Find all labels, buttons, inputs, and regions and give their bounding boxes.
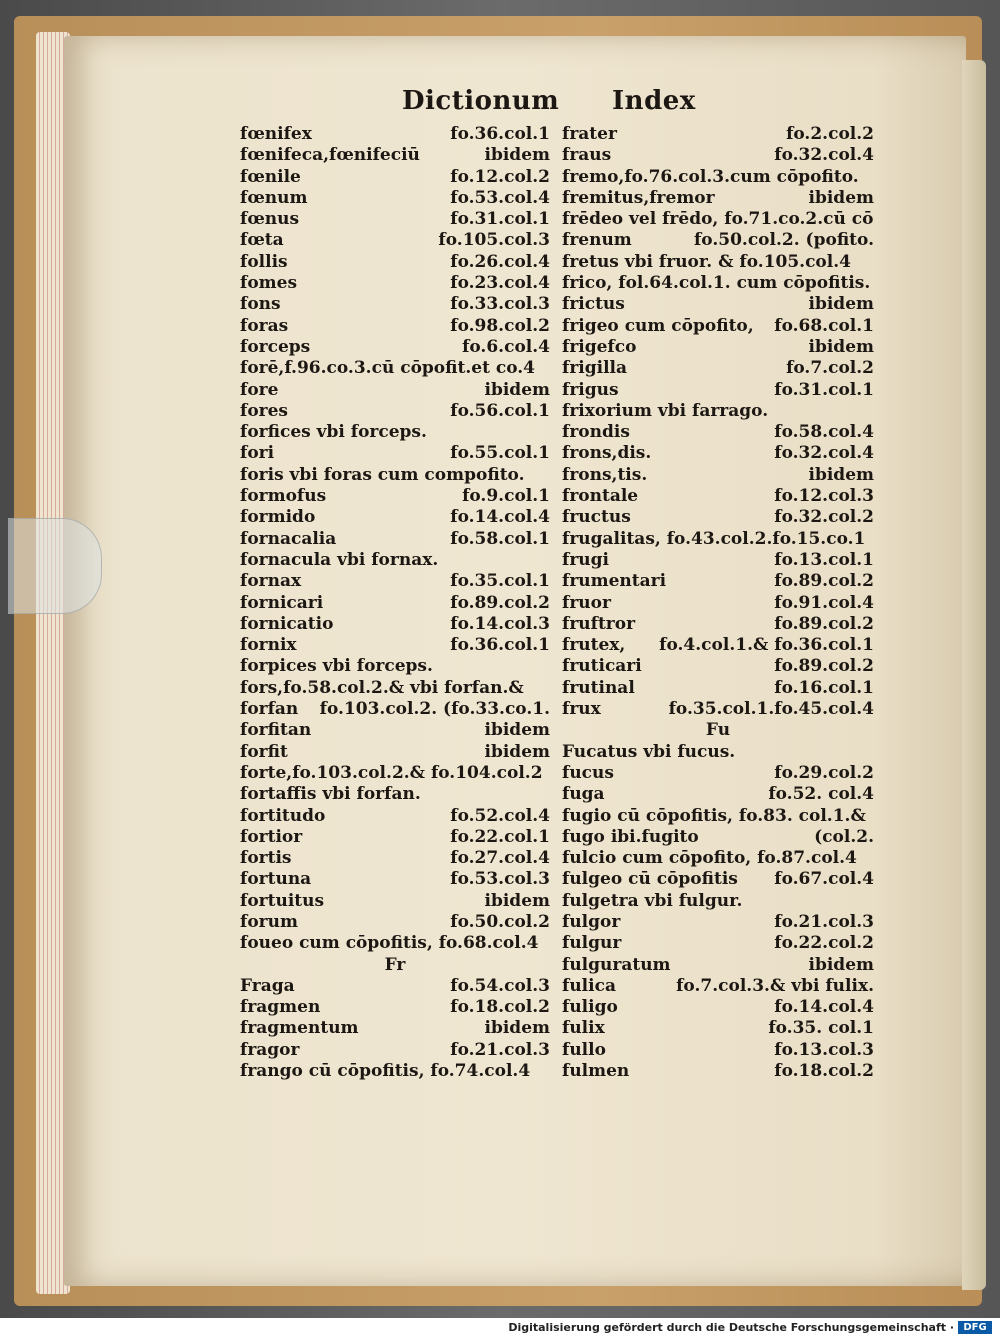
index-term: fruor bbox=[562, 592, 611, 613]
index-reference: fo.89.col.2 bbox=[450, 592, 550, 613]
index-reference: ibidem bbox=[484, 741, 550, 762]
index-entry bbox=[562, 742, 874, 763]
index-reference: fo.53.col.4 bbox=[450, 187, 550, 208]
index-term: frons,tis. bbox=[562, 464, 648, 485]
index-entry bbox=[240, 273, 550, 294]
index-term: fortuna bbox=[240, 869, 312, 890]
index-entry bbox=[240, 997, 550, 1018]
index-term: frico, fol.64.col.1. cum cōpofitis. bbox=[562, 273, 871, 294]
index-entry bbox=[562, 678, 874, 699]
index-term: fucus bbox=[562, 762, 614, 783]
index-entry bbox=[240, 1040, 550, 1061]
footer-bar bbox=[0, 1318, 1000, 1338]
index-reference: fo.14.col.4 bbox=[774, 997, 874, 1018]
index-reference: ibidem bbox=[484, 145, 550, 166]
index-entry bbox=[240, 933, 550, 954]
index-entry bbox=[562, 443, 874, 464]
index-entry bbox=[240, 827, 550, 848]
index-entry bbox=[562, 465, 874, 486]
index-term: forfit bbox=[240, 741, 288, 762]
index-reference: fo.55.col.1 bbox=[450, 443, 550, 464]
index-entry bbox=[562, 1040, 874, 1061]
index-reference: fo.12.col.3 bbox=[774, 486, 874, 507]
index-entry bbox=[240, 571, 550, 592]
index-reference: ibidem bbox=[808, 294, 874, 315]
index-entry bbox=[240, 678, 550, 699]
index-entry bbox=[240, 912, 550, 933]
index-term: forē,f.96.co.3.cū cōpofit.et co.4 bbox=[240, 358, 536, 379]
index-entry bbox=[562, 273, 874, 294]
index-entry bbox=[562, 869, 874, 890]
index-reference: fo.6.col.4 bbox=[462, 336, 550, 357]
index-entry bbox=[240, 720, 550, 741]
index-term: forte,fo.103.col.2.& fo.104.col.2 bbox=[240, 762, 543, 783]
index-entry bbox=[562, 1061, 874, 1082]
index-reference: fo.22.col.1 bbox=[450, 826, 550, 847]
index-reference: fo.14.col.3 bbox=[450, 613, 550, 634]
index-entry bbox=[240, 848, 550, 869]
index-term: frixorium vbi farrago. bbox=[562, 400, 769, 421]
index-term: forfitan bbox=[240, 720, 312, 741]
index-entry bbox=[240, 124, 550, 145]
index-term: foueo cum cōpofitis, fo.68.col.4 bbox=[240, 933, 539, 954]
index-term: fore bbox=[240, 379, 279, 400]
index-entry bbox=[240, 252, 550, 273]
index-reference: fo.21.col.3 bbox=[774, 911, 874, 932]
index-reference: ibidem bbox=[484, 890, 550, 911]
index-entry bbox=[240, 294, 550, 315]
index-entry bbox=[240, 443, 550, 464]
index-entry bbox=[240, 337, 550, 358]
index-term: fragmentum bbox=[240, 1018, 359, 1039]
index-reference: fo.26.col.4 bbox=[450, 251, 550, 272]
index-term: frigilla bbox=[562, 358, 628, 379]
index-term: fulgetra vbi fulgur. bbox=[562, 890, 743, 911]
index-reference: ibidem bbox=[484, 379, 550, 400]
index-term: frigefco bbox=[562, 336, 637, 357]
footer-credit: Digitalisierung gefördert durch die Deutsche Forschungsgemeinschaft · bbox=[508, 1321, 954, 1334]
index-reference: ibidem bbox=[808, 336, 874, 357]
index-term: frondis bbox=[562, 422, 630, 443]
index-term: fortis bbox=[240, 848, 292, 869]
index-entry bbox=[240, 507, 550, 528]
index-term: fons bbox=[240, 294, 281, 315]
index-entry bbox=[562, 401, 874, 422]
index-entry bbox=[240, 869, 550, 890]
index-entry bbox=[562, 188, 874, 209]
index-term: fomes bbox=[240, 273, 298, 294]
index-entry bbox=[562, 380, 874, 401]
index-entry bbox=[240, 1061, 550, 1082]
index-reference: fo.32.col.4 bbox=[774, 443, 874, 464]
index-entry bbox=[562, 976, 874, 997]
index-term: frumentari bbox=[562, 571, 667, 592]
index-reference: fo.35.col.1 bbox=[450, 571, 550, 592]
header-left-title: Dictionum bbox=[402, 86, 560, 116]
index-term: fulguratum bbox=[562, 954, 671, 975]
index-entry bbox=[562, 507, 874, 528]
index-term: fugio cū cōpofitis, fo.83. col.1.& bbox=[562, 805, 866, 826]
index-reference: ibidem bbox=[484, 1018, 550, 1039]
index-term: fructus bbox=[562, 507, 631, 528]
index-term: fornicatio bbox=[240, 613, 334, 634]
index-term: fors,fo.58.col.2.& vbi forfan.& bbox=[240, 677, 524, 698]
index-term: fulica bbox=[562, 975, 616, 996]
index-term: frēdeo vel frēdo, fo.71.co.2.cū cō bbox=[562, 209, 874, 230]
index-reference: fo.4.col.1.& fo.36.col.1 bbox=[659, 635, 874, 656]
index-term: Fraga bbox=[240, 975, 295, 996]
index-term: forpices vbi forceps. bbox=[240, 656, 433, 677]
index-reference: (col.2. bbox=[814, 826, 874, 847]
index-term: fraus bbox=[562, 145, 612, 166]
index-reference: fo.22.col.2 bbox=[774, 933, 874, 954]
index-term: frigeo cum cōpofito, bbox=[562, 315, 754, 336]
index-term: fuligo bbox=[562, 997, 618, 1018]
header-right-title: Index bbox=[612, 86, 696, 116]
section-letter-heading bbox=[240, 955, 550, 976]
index-term: fragmen bbox=[240, 997, 321, 1018]
index-entry bbox=[240, 401, 550, 422]
index-entry bbox=[240, 358, 550, 379]
index-reference: fo.89.col.2 bbox=[774, 613, 874, 634]
index-reference: fo.31.col.1 bbox=[774, 379, 874, 400]
index-term: fullo bbox=[562, 1039, 606, 1060]
index-reference: fo.35.col.1.fo.45.col.4 bbox=[668, 699, 874, 720]
index-term: frictus bbox=[562, 294, 625, 315]
index-entry bbox=[240, 1018, 550, 1039]
index-entry bbox=[240, 593, 550, 614]
index-reference: fo.89.col.2 bbox=[774, 571, 874, 592]
index-reference: fo.53.col.3 bbox=[450, 869, 550, 890]
index-entry bbox=[240, 699, 550, 720]
index-term: frontale bbox=[562, 486, 639, 507]
index-term: fremitus,fremor bbox=[562, 187, 715, 208]
index-entry bbox=[240, 316, 550, 337]
index-term: fori bbox=[240, 443, 275, 464]
index-term: fulmen bbox=[562, 1061, 630, 1082]
index-reference: fo.18.col.2 bbox=[450, 997, 550, 1018]
index-entry bbox=[240, 784, 550, 805]
index-term: frutex, bbox=[562, 635, 626, 656]
index-reference: fo.12.col.2 bbox=[450, 166, 550, 187]
index-entry bbox=[562, 848, 874, 869]
index-reference: fo.105.col.3 bbox=[438, 230, 550, 251]
index-reference: fo.13.col.3 bbox=[774, 1039, 874, 1060]
index-term: formofus bbox=[240, 486, 327, 507]
index-reference: fo.56.col.1 bbox=[450, 400, 550, 421]
index-entry bbox=[562, 1018, 874, 1039]
index-entry bbox=[240, 635, 550, 656]
index-term: frater bbox=[562, 124, 617, 144]
index-entry bbox=[240, 763, 550, 784]
index-entry bbox=[562, 550, 874, 571]
index-entry bbox=[562, 763, 874, 784]
index-reference: fo.23.col.4 bbox=[450, 273, 550, 294]
index-entry bbox=[562, 124, 874, 145]
index-term: fœnifex bbox=[240, 124, 312, 144]
index-term: forfices vbi forceps. bbox=[240, 422, 427, 443]
index-reference: fo.33.col.3 bbox=[450, 294, 550, 315]
index-entry bbox=[562, 529, 874, 550]
index-reference: fo.36.col.1 bbox=[450, 124, 550, 144]
index-entry bbox=[240, 976, 550, 997]
index-entry bbox=[562, 827, 874, 848]
index-entry bbox=[562, 784, 874, 805]
index-entry bbox=[562, 614, 874, 635]
index-term: fœnus bbox=[240, 209, 300, 230]
index-entry bbox=[240, 188, 550, 209]
index-reference: fo.50.col.2 bbox=[450, 911, 550, 932]
index-term: fretus vbi fruor. & fo.105.col.4 bbox=[562, 251, 851, 272]
index-reference: fo.91.col.4 bbox=[774, 592, 874, 613]
index-term: frux bbox=[562, 699, 601, 720]
index-term: forum bbox=[240, 911, 298, 932]
index-entry bbox=[562, 593, 874, 614]
index-term: foris vbi foras cum compofito. bbox=[240, 464, 525, 485]
index-term: fortior bbox=[240, 826, 303, 847]
index-entry bbox=[562, 912, 874, 933]
index-reference: fo.54.col.3 bbox=[450, 975, 550, 996]
index-reference: fo.16.col.1 bbox=[774, 677, 874, 698]
index-entry bbox=[562, 571, 874, 592]
index-reference: fo.89.col.2 bbox=[774, 656, 874, 677]
index-entry bbox=[562, 486, 874, 507]
index-entry bbox=[562, 294, 874, 315]
index-entry bbox=[562, 316, 874, 337]
index-term: fruftror bbox=[562, 613, 636, 634]
index-entry bbox=[240, 380, 550, 401]
index-term: frango cū cōpofitis, fo.74.col.4 bbox=[240, 1061, 531, 1082]
index-reference: fo.52. col.4 bbox=[768, 784, 874, 805]
index-entry bbox=[562, 635, 874, 656]
index-term: frutinal bbox=[562, 677, 635, 698]
index-entry bbox=[240, 656, 550, 677]
index-reference: fo.50.col.2. (pofito. bbox=[693, 230, 874, 251]
index-entry bbox=[240, 230, 550, 251]
index-entry bbox=[240, 145, 550, 166]
index-term: fœta bbox=[240, 230, 284, 251]
index-reference: fo.9.col.1 bbox=[462, 486, 550, 507]
index-term: fœnile bbox=[240, 166, 301, 187]
index-term: forceps bbox=[240, 336, 311, 357]
index-term: fulix bbox=[562, 1018, 605, 1039]
index-reference: fo.13.col.1 bbox=[774, 549, 874, 570]
index-reference: fo.32.col.2 bbox=[774, 507, 874, 528]
index-entry bbox=[240, 422, 550, 443]
index-term: fortaffis vbi forfan. bbox=[240, 784, 421, 805]
index-term: fornax bbox=[240, 571, 302, 592]
index-term: frugi bbox=[562, 549, 609, 570]
index-term: fulgor bbox=[562, 911, 621, 932]
index-entry bbox=[562, 933, 874, 954]
index-entry bbox=[562, 167, 874, 188]
index-entry bbox=[562, 699, 874, 720]
index-term: fornacalia bbox=[240, 528, 337, 549]
index-term: frenum bbox=[562, 230, 632, 251]
index-reference: fo.68.col.1 bbox=[774, 315, 874, 336]
index-entry bbox=[240, 167, 550, 188]
index-entry bbox=[240, 550, 550, 571]
index-reference: fo.58.col.4 bbox=[774, 422, 874, 443]
index-entry bbox=[562, 145, 874, 166]
index-entry bbox=[240, 529, 550, 550]
index-term: fornacula vbi fornax. bbox=[240, 549, 439, 570]
index-reference: fo.67.col.4 bbox=[774, 869, 874, 890]
index-entry bbox=[562, 422, 874, 443]
index-entry bbox=[240, 486, 550, 507]
section-letter-text: Fu bbox=[705, 720, 731, 741]
index-reference: fo.7.col.3.& vbi fulix. bbox=[676, 975, 874, 996]
index-reference: fo.103.col.2. (fo.33.co.1. bbox=[319, 699, 550, 720]
index-reference: fo.29.col.2 bbox=[774, 762, 874, 783]
index-term: formido bbox=[240, 507, 316, 528]
index-column-left bbox=[240, 124, 550, 1082]
index-term: frigus bbox=[562, 379, 619, 400]
index-reference: ibidem bbox=[808, 464, 874, 485]
index-column-right bbox=[562, 124, 874, 1082]
index-term: fulgeo cū cōpofitis bbox=[562, 869, 738, 890]
index-reference: fo.14.col.4 bbox=[450, 507, 550, 528]
index-term: forfan bbox=[240, 699, 299, 720]
index-term: fuga bbox=[562, 784, 605, 805]
index-term: fulcio cum cōpofito, fo.87.col.4 bbox=[562, 848, 857, 869]
index-reference: fo.21.col.3 bbox=[450, 1039, 550, 1060]
index-reference: fo.36.col.1 bbox=[450, 635, 550, 656]
index-entry bbox=[562, 358, 874, 379]
index-reference: fo.35. col.1 bbox=[768, 1018, 874, 1039]
index-term: fœnum bbox=[240, 187, 308, 208]
index-entry bbox=[240, 209, 550, 230]
index-reference: fo.27.col.4 bbox=[450, 848, 550, 869]
index-entry bbox=[562, 337, 874, 358]
index-term: foras bbox=[240, 315, 289, 336]
index-reference: fo.31.col.1 bbox=[450, 209, 550, 230]
index-entry bbox=[562, 955, 874, 976]
index-term: fremo,fo.76.col.3.cum cōpofito. bbox=[562, 166, 859, 187]
index-reference: fo.32.col.4 bbox=[774, 145, 874, 166]
index-term: fugo ibi.fugito bbox=[562, 826, 699, 847]
running-header bbox=[0, 86, 1000, 122]
index-term: frugalitas, fo.43.col.2.fo.15.co.1 bbox=[562, 528, 866, 549]
index-entry bbox=[562, 230, 874, 251]
index-reference: fo.18.col.2 bbox=[774, 1061, 874, 1082]
index-term: fruticari bbox=[562, 656, 642, 677]
index-entry bbox=[562, 656, 874, 677]
index-reference: ibidem bbox=[808, 187, 874, 208]
index-entry bbox=[240, 806, 550, 827]
index-entry bbox=[240, 891, 550, 912]
index-term: fores bbox=[240, 400, 288, 421]
index-term: frons,dis. bbox=[562, 443, 652, 464]
index-reference: fo.2.col.2 bbox=[786, 124, 874, 144]
index-entry bbox=[562, 252, 874, 273]
bookmark-clip bbox=[8, 518, 102, 614]
index-term: Fucatus vbi fucus. bbox=[562, 741, 736, 762]
index-reference: fo.58.col.1 bbox=[450, 528, 550, 549]
index-entry bbox=[240, 614, 550, 635]
index-term: fornicari bbox=[240, 592, 324, 613]
index-reference: fo.52.col.4 bbox=[450, 805, 550, 826]
index-term: fortitudo bbox=[240, 805, 326, 826]
index-reference: ibidem bbox=[808, 954, 874, 975]
section-letter-heading bbox=[562, 720, 874, 741]
index-entry bbox=[240, 465, 550, 486]
section-letter-text: Fr bbox=[384, 954, 406, 975]
index-term: fragor bbox=[240, 1039, 300, 1060]
index-entry bbox=[562, 891, 874, 912]
index-reference: ibidem bbox=[484, 720, 550, 741]
page-fore-edge bbox=[962, 60, 986, 1290]
dfg-logo: DFG bbox=[958, 1321, 992, 1334]
index-term: fulgur bbox=[562, 933, 622, 954]
index-term: fortuitus bbox=[240, 890, 325, 911]
index-term: fœnifeca,fœnifeciū bbox=[240, 145, 420, 166]
index-entry bbox=[562, 209, 874, 230]
index-entry bbox=[562, 806, 874, 827]
index-term: fornix bbox=[240, 635, 297, 656]
index-reference: fo.98.col.2 bbox=[450, 315, 550, 336]
index-reference: fo.7.col.2 bbox=[786, 358, 874, 379]
index-entry bbox=[240, 742, 550, 763]
index-term: follis bbox=[240, 251, 288, 272]
index-entry bbox=[562, 997, 874, 1018]
